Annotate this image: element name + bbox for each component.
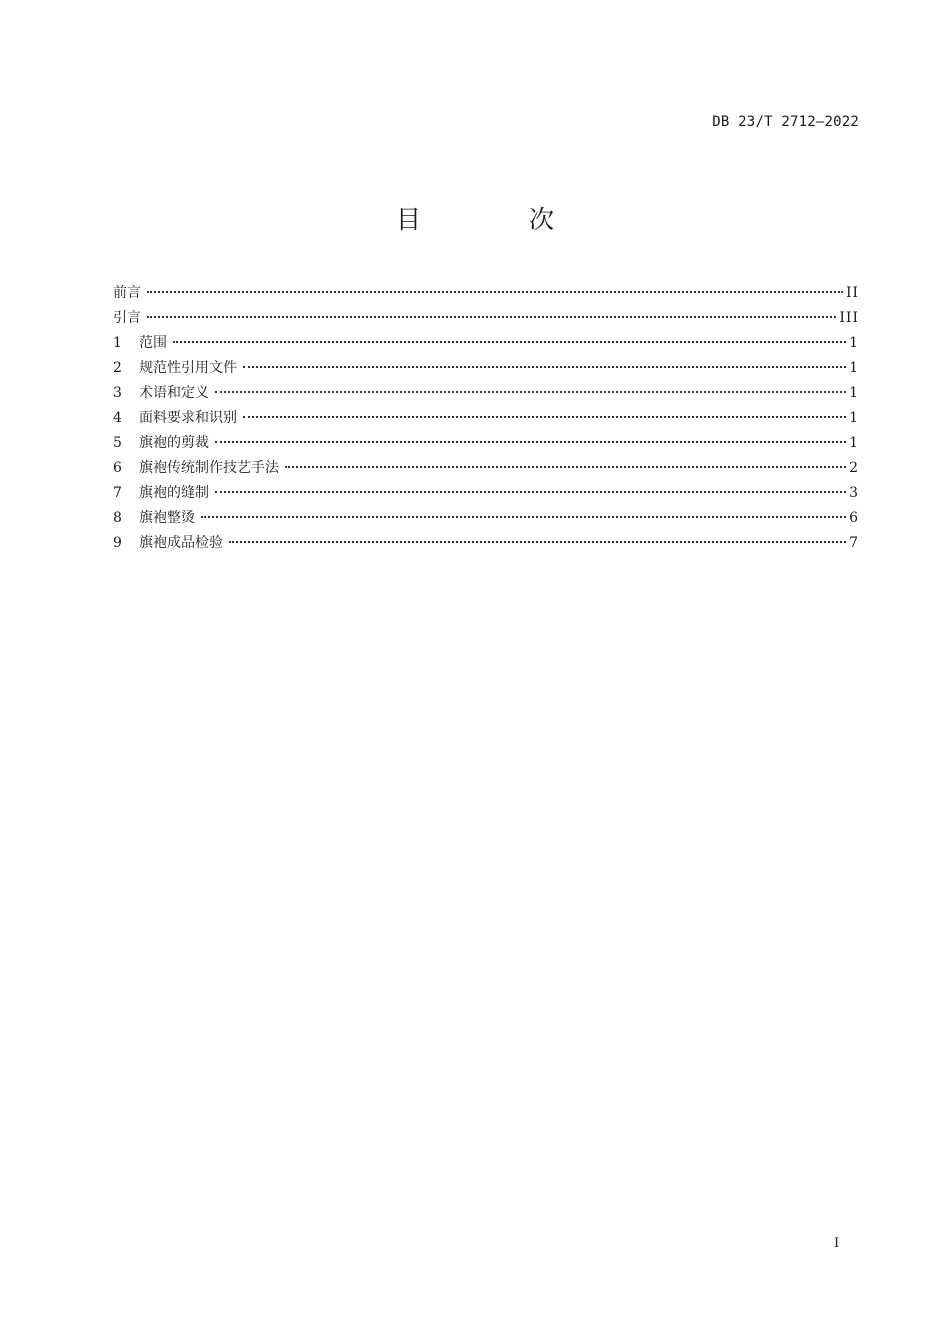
- toc-entry-number: 5: [113, 435, 122, 451]
- toc-entry-label: 范围: [139, 335, 167, 351]
- toc-entry-label: 旗袍成品检验: [139, 535, 223, 551]
- toc-entry-introduction[interactable]: [113, 306, 859, 331]
- toc-entry-page: 1: [849, 435, 859, 451]
- toc-entry-sewing[interactable]: [113, 481, 859, 506]
- toc-entry-cutting[interactable]: [113, 431, 859, 456]
- toc-entry-scope[interactable]: [113, 331, 859, 356]
- toc-entry-page: II: [845, 285, 859, 301]
- toc-dot-leader: [173, 338, 846, 343]
- toc-entry-traditional-techniques[interactable]: [113, 456, 859, 481]
- toc-entry-page: 6: [849, 510, 859, 526]
- toc-entry-label: 旗袍的剪裁: [139, 435, 209, 451]
- toc-dot-leader: [215, 438, 846, 443]
- toc-entry-ironing[interactable]: [113, 506, 859, 531]
- toc-dot-leader: [215, 488, 846, 493]
- toc-entry-label: 面料要求和识别: [139, 410, 237, 426]
- toc-entry-number: 7: [113, 485, 122, 501]
- toc-entry-page: 3: [849, 485, 859, 501]
- toc-entry-terms-definitions[interactable]: [113, 381, 859, 406]
- toc-entry-number: 4: [113, 410, 122, 426]
- toc-entry-number: 2: [113, 360, 122, 376]
- toc-dot-leader: [243, 413, 846, 418]
- toc-dot-leader: [201, 513, 846, 518]
- toc-entry-fabric-requirements[interactable]: [113, 406, 859, 431]
- toc-entry-label: 旗袍的缝制: [139, 485, 209, 501]
- toc-entry-number: 1: [113, 335, 122, 351]
- toc-entry-normative-references[interactable]: [113, 356, 859, 381]
- toc-entry-foreword[interactable]: [113, 281, 859, 306]
- toc-entry-page: 1: [849, 410, 859, 426]
- toc-dot-leader: [215, 388, 846, 393]
- toc-entry-page: 1: [849, 385, 859, 401]
- toc-entry-number: 6: [113, 460, 122, 476]
- toc-dot-leader: [147, 288, 843, 293]
- page-number: I: [834, 1236, 840, 1251]
- toc-entry-label: 术语和定义: [139, 385, 209, 401]
- toc-entry-label: 前言: [113, 285, 141, 301]
- toc-entry-number: 9: [113, 535, 122, 551]
- toc-entry-number: 3: [113, 385, 122, 401]
- toc-entry-label: 规范性引用文件: [139, 360, 237, 376]
- toc-entry-page: 1: [849, 335, 859, 351]
- toc-dot-leader: [229, 538, 846, 543]
- toc-dot-leader: [243, 363, 846, 368]
- toc-entry-page: 2: [849, 460, 859, 476]
- toc-dot-leader: [285, 463, 846, 468]
- toc-entry-number: 8: [113, 510, 122, 526]
- toc-entry-label: 引言: [113, 310, 141, 326]
- table-of-contents: [113, 281, 859, 556]
- toc-entry-page: 1: [849, 360, 859, 376]
- toc-entry-label: 旗袍传统制作技艺手法: [139, 460, 279, 476]
- toc-entry-page: 7: [849, 535, 859, 551]
- toc-entry-label: 旗袍整烫: [139, 510, 195, 526]
- standard-code: DB 23/T 2712—2022: [712, 114, 859, 130]
- toc-entry-page: III: [839, 310, 859, 326]
- toc-entry-inspection[interactable]: [113, 531, 859, 556]
- page-title: 目 次: [396, 205, 604, 234]
- toc-dot-leader: [147, 313, 836, 318]
